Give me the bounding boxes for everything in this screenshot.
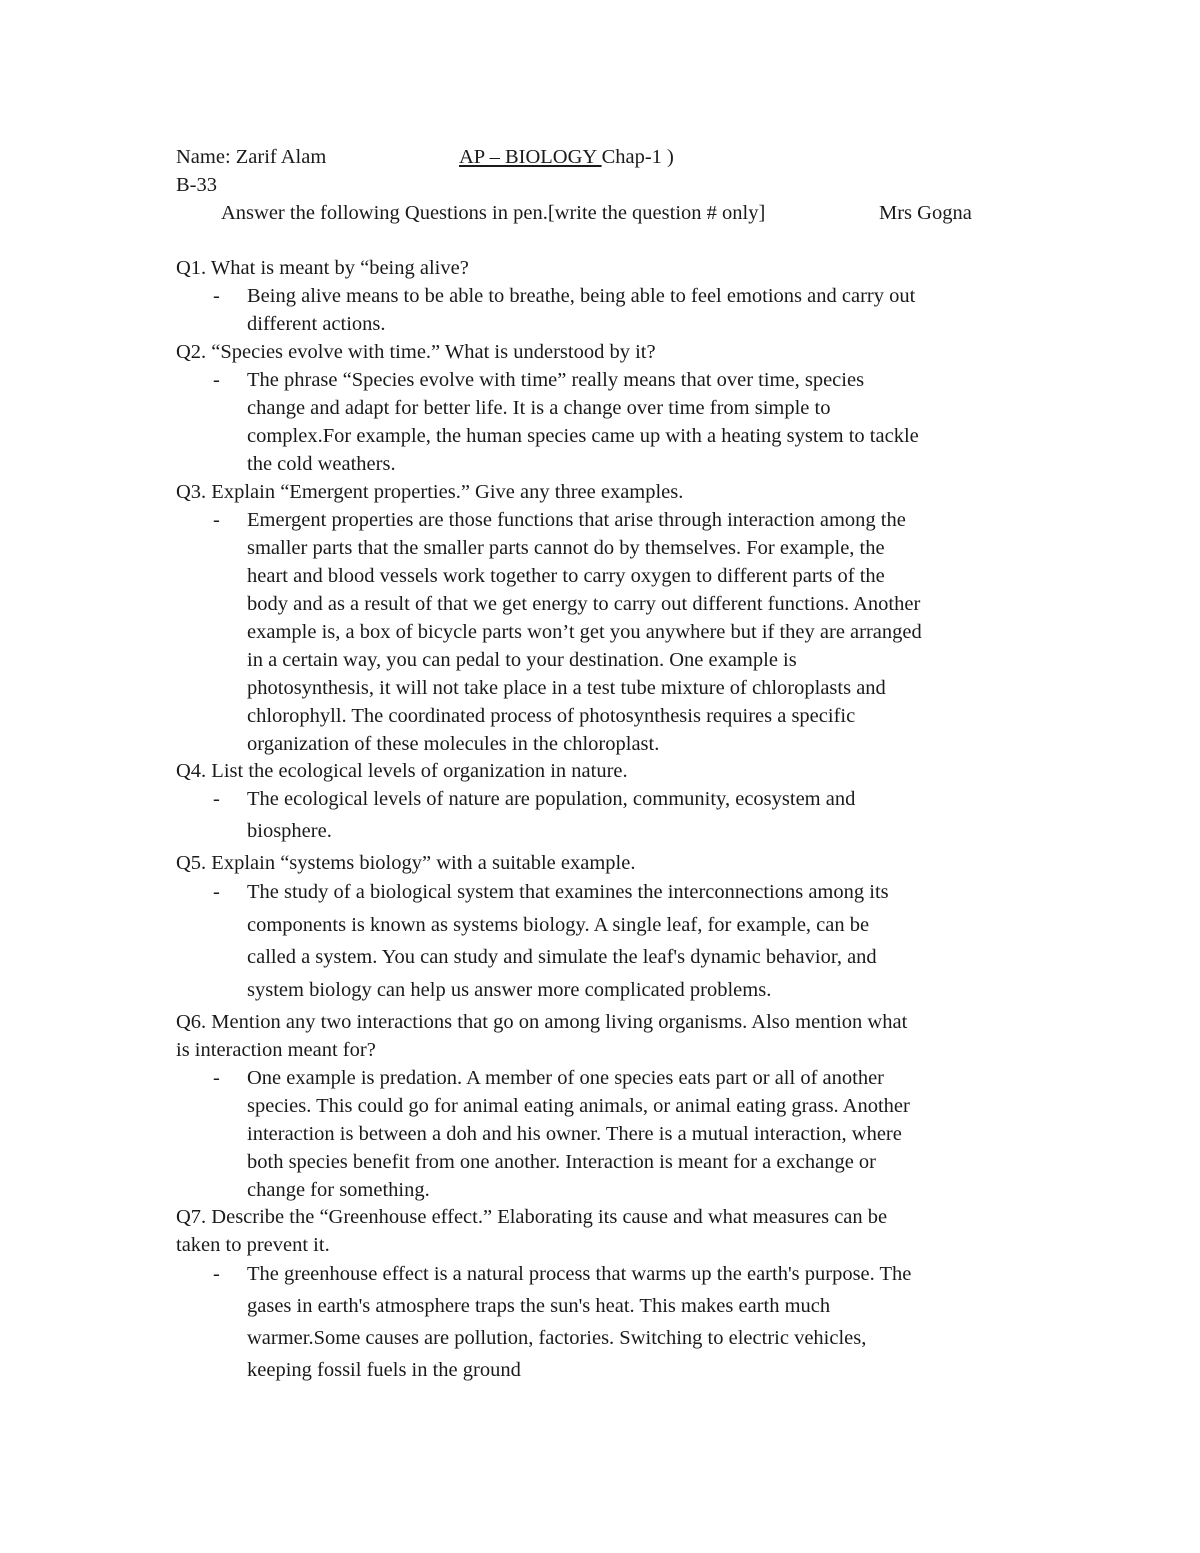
answer-text: gases in earth's atmosphere traps the sun's heat. This makes earth much — [247, 1295, 831, 1317]
answer-text: Being alive means to be able to breathe, being able to feel emotions and carry out — [247, 285, 916, 307]
class-code: B-33 — [176, 174, 217, 196]
answer-text: The greenhouse effect is a natural process that warms up the earth's purpose. The — [247, 1263, 912, 1285]
question-text: Q5. Explain “systems biology” with a suitable example. — [176, 852, 636, 874]
answer-text: warmer.Some causes are pollution, factories. Switching to electric vehicles, — [247, 1327, 867, 1349]
answer-text: species. This could go for animal eating animals, or animal eating grass. Another — [247, 1095, 910, 1117]
answer-text: system biology can help us answer more complicated problems. — [247, 979, 772, 1001]
answer-text: the cold weathers. — [247, 453, 396, 475]
answer-text: body and as a result of that we get energy to carry out different functions. Another — [247, 593, 921, 615]
answer-text: change for something. — [247, 1179, 430, 1201]
question-text: is interaction meant for? — [176, 1039, 376, 1061]
answer-text: The study of a biological system that examines the interconnections among its — [247, 881, 889, 903]
course-title-underlined: AP – BIOLOGY — [459, 146, 602, 168]
bullet-dash: - — [213, 509, 220, 531]
answer-text: called a system. You can study and simulate the leaf's dynamic behavior, and — [247, 946, 877, 968]
answer-text: both species benefit from one another. Interaction is meant for a exchange or — [247, 1151, 876, 1173]
answer-text: chlorophyll. The coordinated process of photosynthesis requires a specific — [247, 705, 856, 727]
bullet-dash: - — [213, 1263, 220, 1285]
student-name: Name: Zarif Alam — [176, 146, 327, 168]
answer-text: The ecological levels of nature are population, community, ecosystem and — [247, 788, 856, 810]
answer-text: heart and blood vessels work together to carry oxygen to different parts of the — [247, 565, 885, 587]
answer-text: The phrase “Species evolve with time” really means that over time, species — [247, 369, 865, 391]
answer-text: complex.For example, the human species came up with a heating system to tackle — [247, 425, 919, 447]
answer-text: biosphere. — [247, 820, 332, 842]
question-text: Q3. Explain “Emergent properties.” Give any three examples. — [176, 481, 684, 503]
course-title-chapter: Chap-1 ) — [601, 146, 674, 168]
question-text: taken to prevent it. — [176, 1234, 330, 1256]
bullet-dash: - — [213, 1067, 220, 1089]
question-text: Q2. “Species evolve with time.” What is understood by it? — [176, 341, 656, 363]
question-text: Q7. Describe the “Greenhouse effect.” Elaborating its cause and what measures can be — [176, 1206, 888, 1228]
answer-text: smaller parts that the smaller parts cannot do by themselves. For example, the — [247, 537, 885, 559]
answer-text: photosynthesis, it will not take place in a test tube mixture of chloroplasts and — [247, 677, 886, 699]
answer-text: example is, a box of bicycle parts won’t get you anywhere but if they are arranged — [247, 621, 922, 643]
question-text: Q6. Mention any two interactions that go on among living organisms. Also mention what — [176, 1011, 908, 1033]
instruction-text: Answer the following Questions in pen.[write the question # only] — [221, 202, 766, 224]
answer-text: One example is predation. A member of one species eats part or all of another — [247, 1067, 884, 1089]
answer-text: keeping fossil fuels in the ground — [247, 1359, 521, 1381]
question-text: Q4. List the ecological levels of organization in nature. — [176, 760, 628, 782]
answer-text: Emergent properties are those functions that arise through interaction among the — [247, 509, 906, 531]
answer-text: in a certain way, you can pedal to your destination. One example is — [247, 649, 797, 671]
bullet-dash: - — [213, 881, 220, 903]
course-title — [459, 147, 674, 168]
answer-text: interaction is between a doh and his owner. There is a mutual interaction, where — [247, 1123, 902, 1145]
question-text: Q1. What is meant by “being alive? — [176, 257, 469, 279]
bullet-dash: - — [213, 285, 220, 307]
answer-text: organization of these molecules in the chloroplast. — [247, 733, 660, 755]
answer-text: components is known as systems biology. A single leaf, for example, can be — [247, 914, 870, 936]
bullet-dash: - — [213, 788, 220, 810]
bullet-dash: - — [213, 369, 220, 391]
answer-text: different actions. — [247, 313, 386, 335]
teacher-name: Mrs Gogna — [879, 202, 972, 224]
answer-text: change and adapt for better life. It is a change over time from simple to — [247, 397, 831, 419]
